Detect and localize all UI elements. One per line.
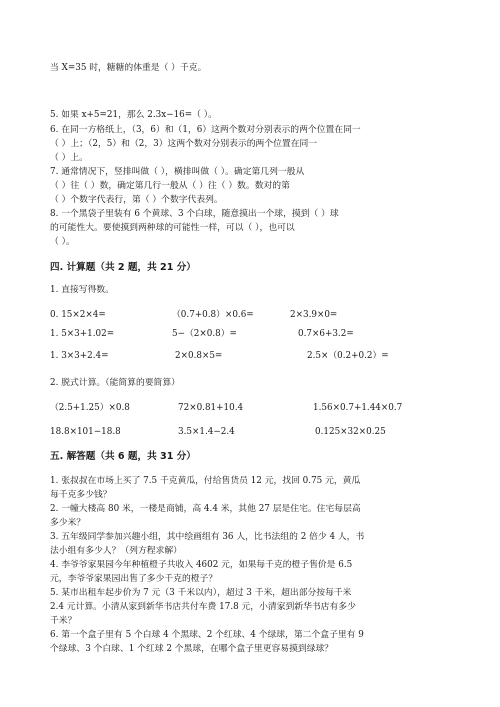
calc-item: 2×0.8×5= xyxy=(175,351,223,361)
word-problem-line: 5. 某市出租车起步价为 7 元（3 千米以内），超过 3 千米，超出部分按每千米 xyxy=(50,588,352,598)
calc-item: （0.7+0.8）×0.6= xyxy=(172,310,254,320)
section4-q2-title: 2. 脱式计算。（能简算的要简算） xyxy=(50,378,180,388)
word-problem-line: 个绿球、3 个白球、1 个红球 2 个黑球，在哪个盒子里更容易摸到绿球？ xyxy=(50,644,334,654)
calc-item: 18.8×101−18.8 xyxy=(50,427,121,437)
word-problem-line: 4. 李爷爷家果园今年种植橙子共收入 4602 元，如果每千克的橙子售价是 6.5 xyxy=(50,560,353,570)
weight-question-line: 当 X=35 时，糖糖的体重是（ ）千克。 xyxy=(50,63,207,73)
fill-blank-q8-line1: 8. 一个黑袋子里装有 6 个黄球、3 个白球，随意摸出一个球，摸到（ ）球 xyxy=(50,209,339,219)
word-problem-line: 多少米？ xyxy=(50,518,86,528)
word-problem-line: 千米？ xyxy=(50,616,77,626)
section4-title: 四. 计算题（共 2 题，共 21 分） xyxy=(50,262,196,273)
calc-item: 1.56×0.7+1.44×0.7 xyxy=(313,403,403,413)
fill-blank-q7-line2: （ ）往（ ）数，确定第几行一般从（ ）往（ ）数。数对的第 xyxy=(50,181,290,191)
section4-q1-title: 1. 直接写得数。 xyxy=(50,285,114,295)
word-problem-line: 元，李爷爷家果园出售了多少千克的橙子？ xyxy=(50,574,218,584)
calc-item: 1. 5×3+1.02= xyxy=(50,329,115,339)
fill-blank-q7-line3: （ ）个数字代表行，第（ ）个数字代表列。 xyxy=(50,195,223,205)
fill-blank-q6-line3: （ ）上。 xyxy=(50,153,88,163)
word-problem-line: 法小组有多少人？（列方程求解） xyxy=(50,546,182,556)
word-problem-line: 6. 第一个盒子里有 5 个白球 4 个黑球、2 个红球、4 个绿球，第二个盒子里有 9 xyxy=(50,630,364,640)
calc-item: 3.5×1.4−2.4 xyxy=(178,427,235,437)
fill-blank-q8-line2: 的可能性大。要使摸到两种球的可能性一样，可以（ ），也可以 xyxy=(50,223,295,233)
calc-item: 72×0.81+10.4 xyxy=(178,403,244,413)
calc-item: 0.125×32×0.25 xyxy=(315,427,386,437)
calc-item: 2×3.9×0= xyxy=(290,310,338,320)
fill-blank-q6-line1: 6. 在同一方格纸上，（3，6）和（1，6）这两个数对分别表示的两个位置在同一 xyxy=(50,125,361,135)
calc-item: 1. 3×3+2.4= xyxy=(50,351,109,361)
fill-blank-q6-line2: （ ）上；（2，5）和（2，3）这两个数对分别表示的两个位置在同一 xyxy=(50,139,318,149)
word-problem-line: 2. 一幢大楼高 80 米，一楼是商铺，高 4.4 米，其他 27 层是住宅。住宅每层高 xyxy=(50,504,361,514)
word-problem-line: 1. 张叔叔在市场上买了 7.5 千克黄瓜，付给售货员 12 元，找回 0.75 元，黄瓜 xyxy=(50,476,361,486)
calc-item: 0. 15×2×4= xyxy=(50,310,106,320)
calc-item: 2.5×（0.2+0.2）= xyxy=(307,351,389,361)
calc-item: （2.5+1.25）×0.8 xyxy=(50,403,130,413)
fill-blank-q5: 5. 如果 x+5=21，那么 2.3x−16=（ ）。 xyxy=(50,110,217,120)
calc-item: 5−（2×0.8）= xyxy=(172,329,237,339)
calc-item: 0.7×6+3.2= xyxy=(298,329,354,339)
word-problem-line: 每千克多少钱？ xyxy=(50,490,112,500)
fill-blank-q8-line3: （ ）。 xyxy=(50,237,75,247)
fill-blank-q7-line1: 7. 通常情况下，竖排叫做（ ），横排叫做（ ）。确定第几列一般从 xyxy=(50,167,305,177)
section5-title: 五. 解答题（共 6 题，共 31 分） xyxy=(50,451,196,462)
word-problem-line: 2.4 元计算。小清从家到新华书店共付车费 17.8 元，小清家到新华书店有多少 xyxy=(50,602,356,612)
word-problem-line: 3. 五年级同学参加兴趣小组，其中绘画组有 36 人，比书法组的 2 倍少 4 人，书 xyxy=(50,532,365,542)
